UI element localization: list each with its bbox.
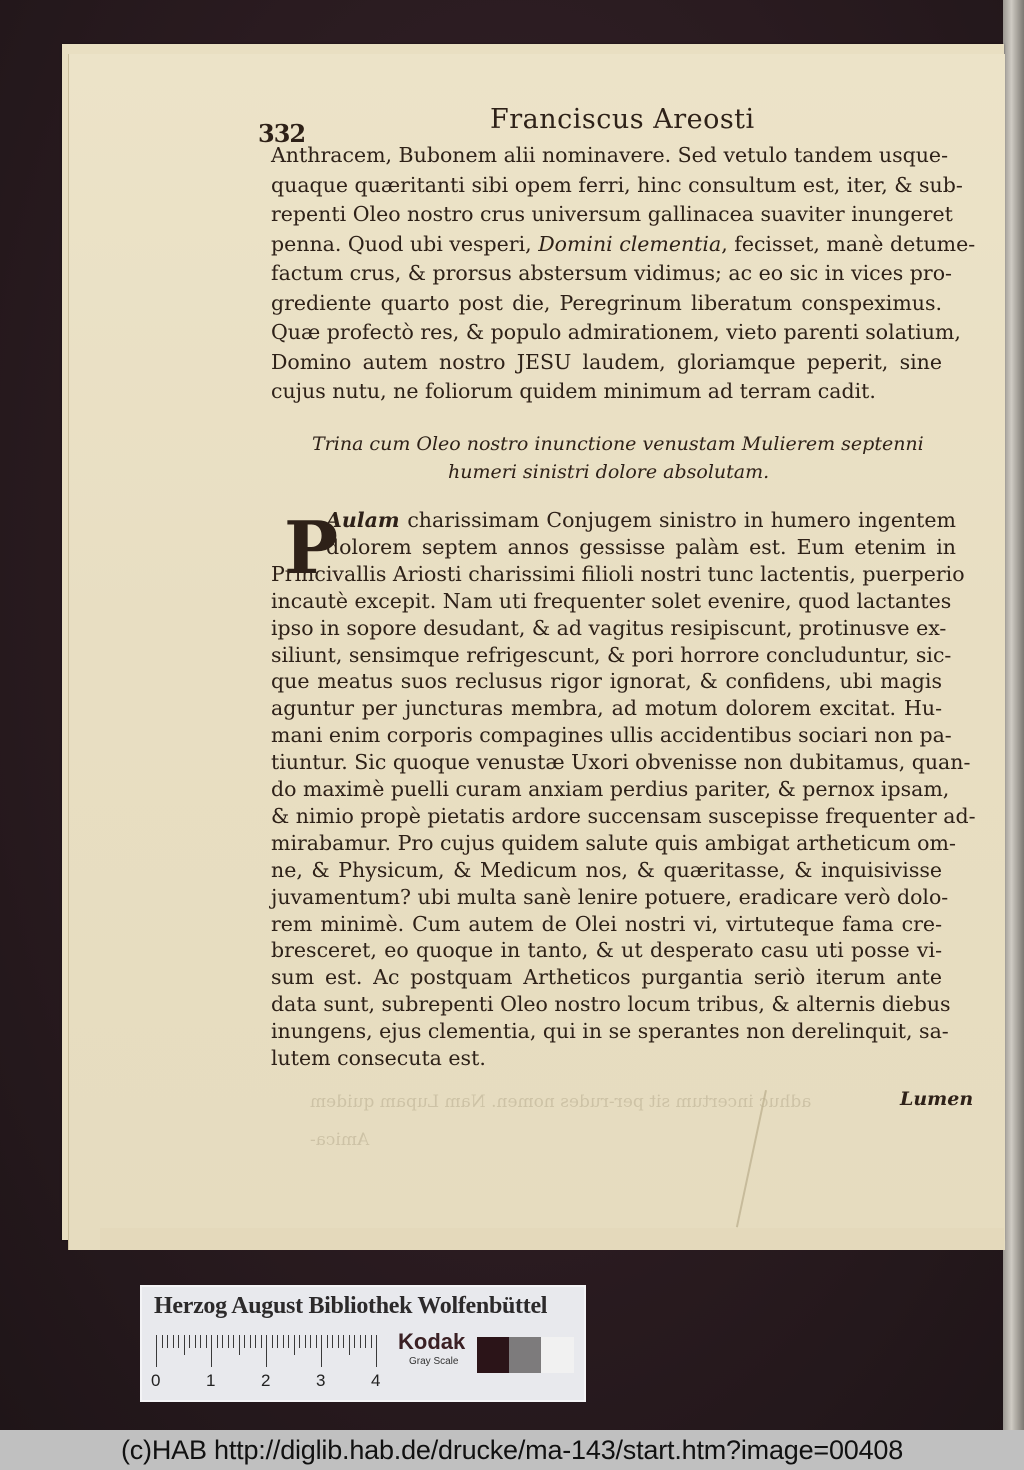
text-line: penna. Quod ubi vesperi, Domini clementia, fecisset, manè detume- [271,231,976,256]
page-bottom-edge [100,1228,1004,1250]
ruler-tick [354,1335,355,1348]
ruler-tick [162,1335,163,1348]
drop-cap: P [284,505,339,590]
ruler-tick [316,1335,317,1348]
text-line: inungens, ejus clementia, qui in se sperantes non derelinquit, sa- [271,1019,949,1044]
text-line: incautè excepit. Nam uti frequenter solet evenire, quod lactantes [271,588,952,613]
ruler-tick [338,1335,339,1348]
ruler [156,1335,386,1369]
ruler-tick [283,1335,284,1348]
ruler-tick [299,1335,300,1348]
ruler-tick [272,1335,273,1348]
text-line: Princivallis Ariosti charissimi filioli nostri tunc lactentis, puerperio [271,561,965,586]
gray-swatch [541,1337,574,1373]
text-line: aguntur per juncturas membra, ad motum dolorem excitat. Hu- [271,696,942,721]
ruler-label: 3 [316,1371,326,1390]
library-name: Herzog August Bibliothek Wolfenbüttel [154,1293,548,1319]
ruler-tick [294,1335,295,1355]
running-head: Franciscus Areosti [490,104,755,135]
ruler-tick [365,1335,366,1348]
text-line: Domino autem nostro JESU laudem, gloriamque peperit, sine [271,349,942,374]
text-line: cujus nutu, ne foliorum quidem minimum ad terram cadit. [271,379,876,403]
section-heading-line-2: humeri sinistri dolore absolutam. [448,461,770,483]
color-scale-card [140,1285,586,1402]
ruler-tick [266,1335,267,1367]
text-line: mani enim corporis compagines ullis accidentibus sociari non pa- [271,723,952,748]
gray-swatch [509,1337,542,1373]
text-line: quaque quæritanti sibi opem ferri, hinc consultum est, iter, & sub- [271,172,963,197]
text-line: repenti Oleo nostro crus universum gallinacea suaviter inungeret [271,202,953,226]
text-line: dolorem septem annos gessisse palàm est. Eum etenim in [326,534,956,559]
text-line: que meatus suos reclusus rigor ignorat, & confidens, ubi magis [271,669,942,694]
ruler-tick [255,1335,256,1348]
text-line: data sunt, subrepenti Oleo nostro locum tribus, & alternis diebus [271,992,951,1017]
show-through-text: Amica- [310,1130,370,1150]
ruler-tick [206,1335,207,1348]
copyright-url-bar [0,1430,1024,1470]
text-line: juvamentum? ubi multa sanè lenire potuere, eradicare verò dolo- [271,884,949,909]
text-line: mirabamur. Pro cujus quidem salute quis ambigat artheticum om- [271,830,956,855]
ruler-tick [310,1335,311,1348]
ruler-tick [327,1335,328,1348]
show-through-text: adhuc incertum sit per-rudes nomen. Nam Lupam quidem [310,1092,812,1112]
source-url: (c)HAB http://diglib.hab.de/drucke/ma-143/start.htm?image=00408 [120,1435,904,1465]
ruler-tick [349,1335,350,1355]
text-line: tiuntur. Sic quoque venustæ Uxori obvenisse non dubitamus, quan- [271,750,971,775]
section-heading-line-1: Trina cum Oleo nostro inunctione venustam Mulierem septenni [312,433,924,455]
text-line: factum crus, & prorsus abstersum vidimus; ac eo sic in vices pro- [271,261,952,285]
gray-swatch [477,1337,510,1373]
ruler-tick [277,1335,278,1348]
text-line: rem minimè. Cum autem de Olei nostri vi, virtuteque fama cre- [271,911,942,936]
text-line: bresceret, eo quoque in tanto, & ut desperato casu uti posse vi- [271,938,942,963]
kodak-logo: Kodak [398,1329,466,1354]
text-line: Aulam charissimam Conjugem sinistro in humero ingentem [326,508,956,532]
text-line: & nimio propè pietatis ardore succensam suscepisse frequenter ad- [271,803,976,828]
ruler-tick [261,1335,262,1348]
ruler-tick [332,1335,333,1348]
scan-edge-strip [1003,0,1024,1430]
ruler-tick [233,1335,234,1348]
text-line: Anthracem, Bubonem alii nominavere. Sed vetulo tandem usque- [271,143,948,167]
text-line: lutem consecuta est. [271,1046,486,1070]
text-line: ne, & Physicum, & Medicum nos, & quæritasse, & inquisivisse [271,857,942,882]
ruler-tick [250,1335,251,1348]
ruler-tick [189,1335,190,1348]
page-number: 332 [258,119,306,148]
ruler-tick [376,1335,377,1367]
ruler-tick [184,1335,185,1355]
text-line: siliunt, sensimque refrigescunt, & pori horrore concluduntur, sic- [271,642,952,667]
ruler-tick [321,1335,322,1367]
ruler-tick [200,1335,201,1348]
ruler-tick [167,1335,168,1348]
text-line: grediente quarto post die, Peregrinum liberatum conspeximus. [271,290,942,315]
text-line: Quæ profectò res, & populo admirationem, vieto parenti solatium, [271,320,961,344]
ruler-tick [217,1335,218,1348]
ruler-label: 2 [261,1371,271,1390]
ruler-label: 1 [206,1371,216,1390]
ruler-tick [305,1335,306,1348]
ruler-tick [343,1335,344,1348]
ruler-tick [244,1335,245,1348]
gray-scale-label: Gray Scale [409,1356,459,1367]
ruler-tick [371,1335,372,1348]
ruler-tick [288,1335,289,1348]
ruler-label: 0 [151,1371,161,1390]
ruler-tick [178,1335,179,1348]
text-line: ipso in sopore desudant, & ad vagitus resipiscunt, protinusve ex- [271,615,947,640]
ruler-tick [360,1335,361,1348]
ruler-label: 4 [371,1371,381,1390]
ruler-tick [239,1335,240,1355]
ruler-tick [173,1335,174,1348]
catchword: Lumen [900,1088,974,1110]
text-line: do maximè puelli curam anxiam perdius pariter, & pernox ipsam, [271,777,950,801]
ruler-tick [222,1335,223,1348]
text-line: sum est. Ac postquam Artheticos purgantia seriò iterum ante [271,965,942,990]
ruler-tick [156,1335,157,1367]
ruler-tick [195,1335,196,1348]
ruler-tick [211,1335,212,1367]
ruler-tick [228,1335,229,1348]
